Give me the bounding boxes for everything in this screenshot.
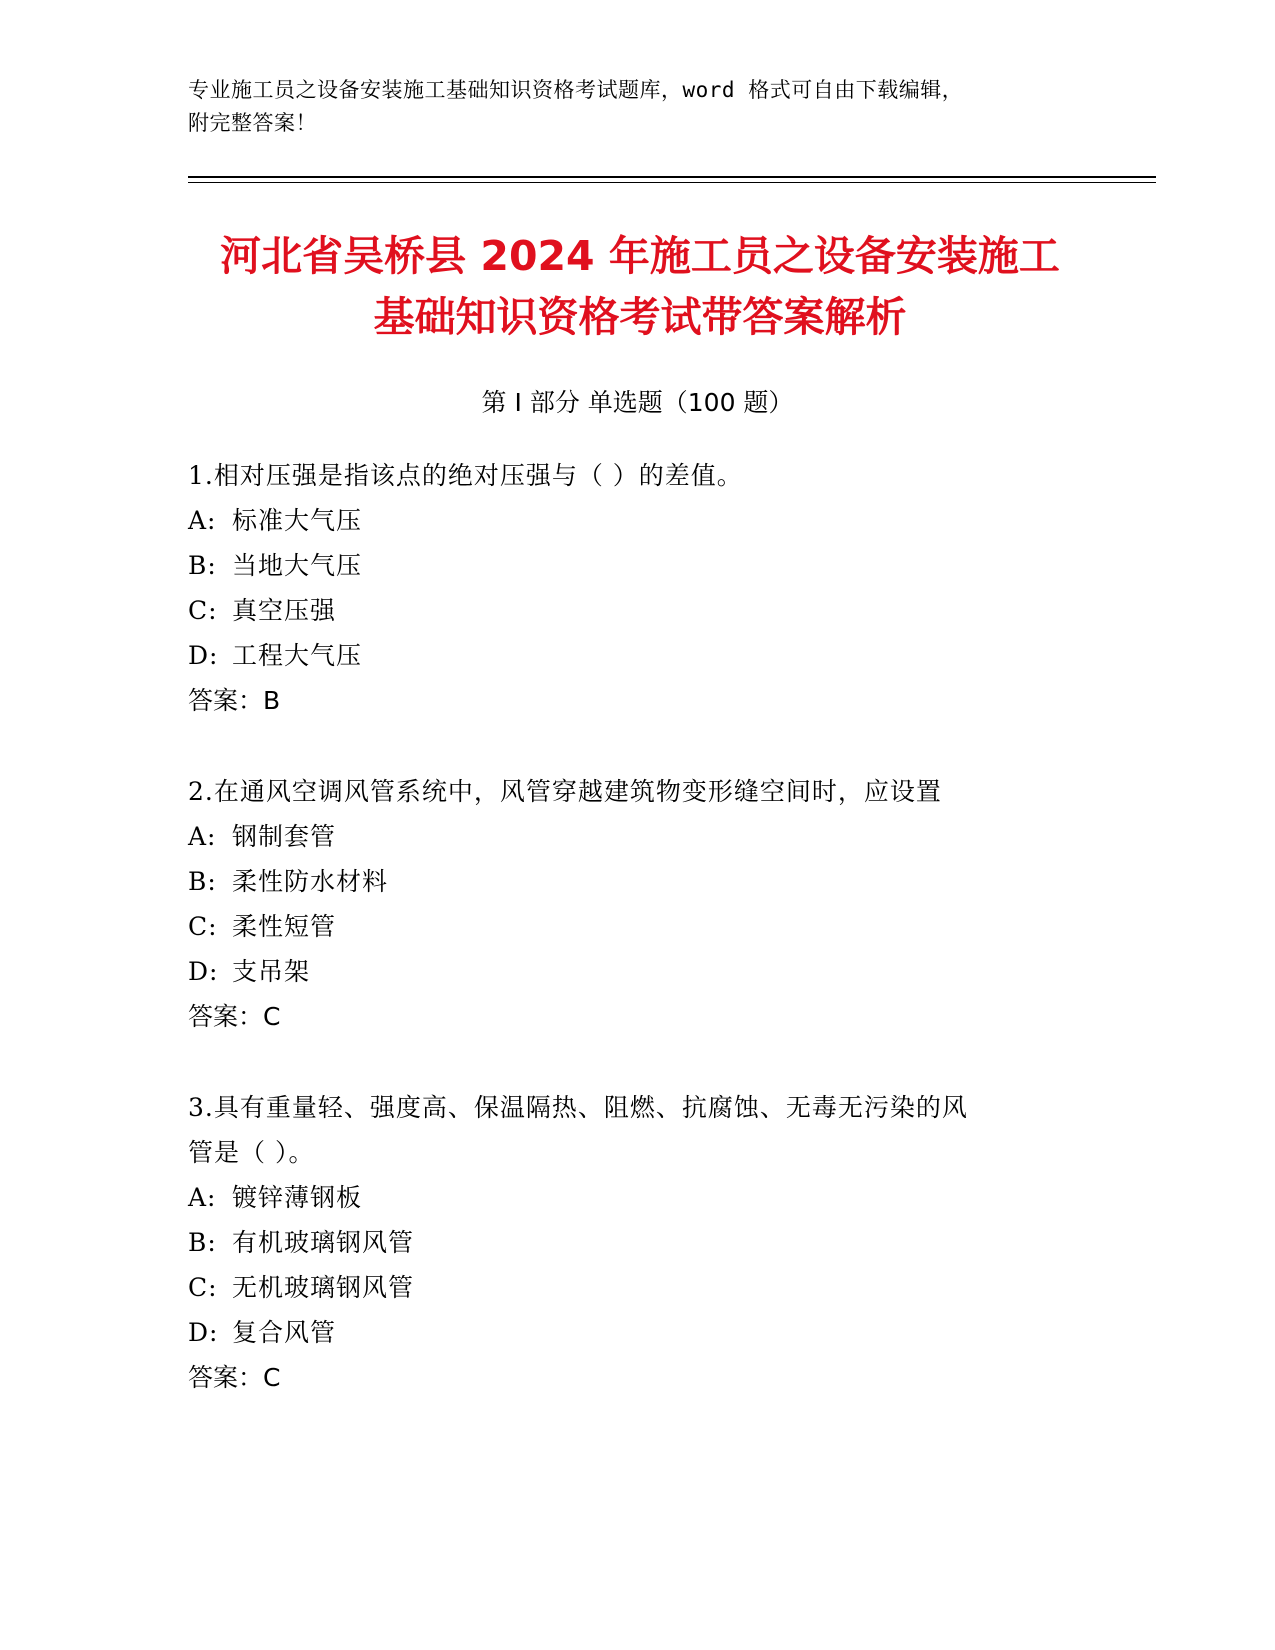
option-text: 柔性防水材料 <box>232 867 389 896</box>
option-a <box>188 498 1068 543</box>
option-key: A: <box>188 1183 217 1212</box>
question-stem-line-1: 3.具有重量轻、强度高、保温隔热、阻燃、抗腐蚀、无毒无污染的风 <box>188 1093 968 1122</box>
question-stem-line-2: 管是（ ）。 <box>188 1138 315 1167</box>
option-text: 有机玻璃钢风管 <box>232 1228 415 1257</box>
option-c <box>188 588 1068 633</box>
option-text: 钢制套管 <box>232 822 337 851</box>
option-key: A: <box>188 822 217 851</box>
option-key: D: <box>188 1318 219 1347</box>
option-key: B: <box>188 551 217 580</box>
option-b <box>188 543 1068 588</box>
document-title-line-1: 河北省吴桥县 2024 年施工员之设备安装施工 <box>220 232 1060 280</box>
question-2 <box>188 769 1068 1039</box>
option-text: 支吊架 <box>232 957 311 986</box>
header-note-line-2: 附完整答案！ <box>188 111 317 135</box>
option-text: 当地大气压 <box>232 551 363 580</box>
question-stem: 2.在通风空调风管系统中，风管穿越建筑物变形缝空间时，应设置 <box>188 777 942 806</box>
document-title-line-2: 基础知识资格考试带答案解析 <box>373 293 907 341</box>
document-title <box>160 226 1120 348</box>
question-1 <box>188 453 1068 723</box>
question-stem: 1.相对压强是指该点的绝对压强与（ ）的差值。 <box>188 461 743 490</box>
option-text: 柔性短管 <box>232 912 337 941</box>
option-key: A: <box>188 506 217 535</box>
option-key: C: <box>188 912 218 941</box>
option-key: B: <box>188 867 217 896</box>
header-divider-thick <box>188 176 1156 178</box>
option-key: D: <box>188 641 219 670</box>
option-b <box>188 1220 1068 1265</box>
section-heading: 第 I 部分 单选题（100 题） <box>481 388 794 417</box>
option-c <box>188 1265 1068 1310</box>
option-key: D: <box>188 957 219 986</box>
option-c <box>188 904 1068 949</box>
option-d <box>188 1310 1068 1355</box>
header-note-line-1: 专业施工员之设备安装施工基础知识资格考试题库，word 格式可自由下载编辑， <box>188 78 964 102</box>
option-key: C: <box>188 596 218 625</box>
option-key: C: <box>188 1273 218 1302</box>
header-note <box>188 74 1068 140</box>
option-a <box>188 1175 1068 1220</box>
answer-line: 答案：B <box>188 686 281 715</box>
option-text: 真空压强 <box>232 596 337 625</box>
option-text: 无机玻璃钢风管 <box>232 1273 415 1302</box>
answer-line: 答案：C <box>188 1002 281 1031</box>
option-d <box>188 633 1068 678</box>
option-text: 工程大气压 <box>232 641 363 670</box>
answer-line: 答案：C <box>188 1363 281 1392</box>
option-text: 标准大气压 <box>232 506 363 535</box>
header-divider-thin <box>188 182 1156 183</box>
option-d <box>188 949 1068 994</box>
option-text: 镀锌薄钢板 <box>232 1183 363 1212</box>
option-b <box>188 859 1068 904</box>
question-3 <box>188 1085 1068 1400</box>
option-text: 复合风管 <box>232 1318 337 1347</box>
option-key: B: <box>188 1228 217 1257</box>
option-a <box>188 814 1068 859</box>
